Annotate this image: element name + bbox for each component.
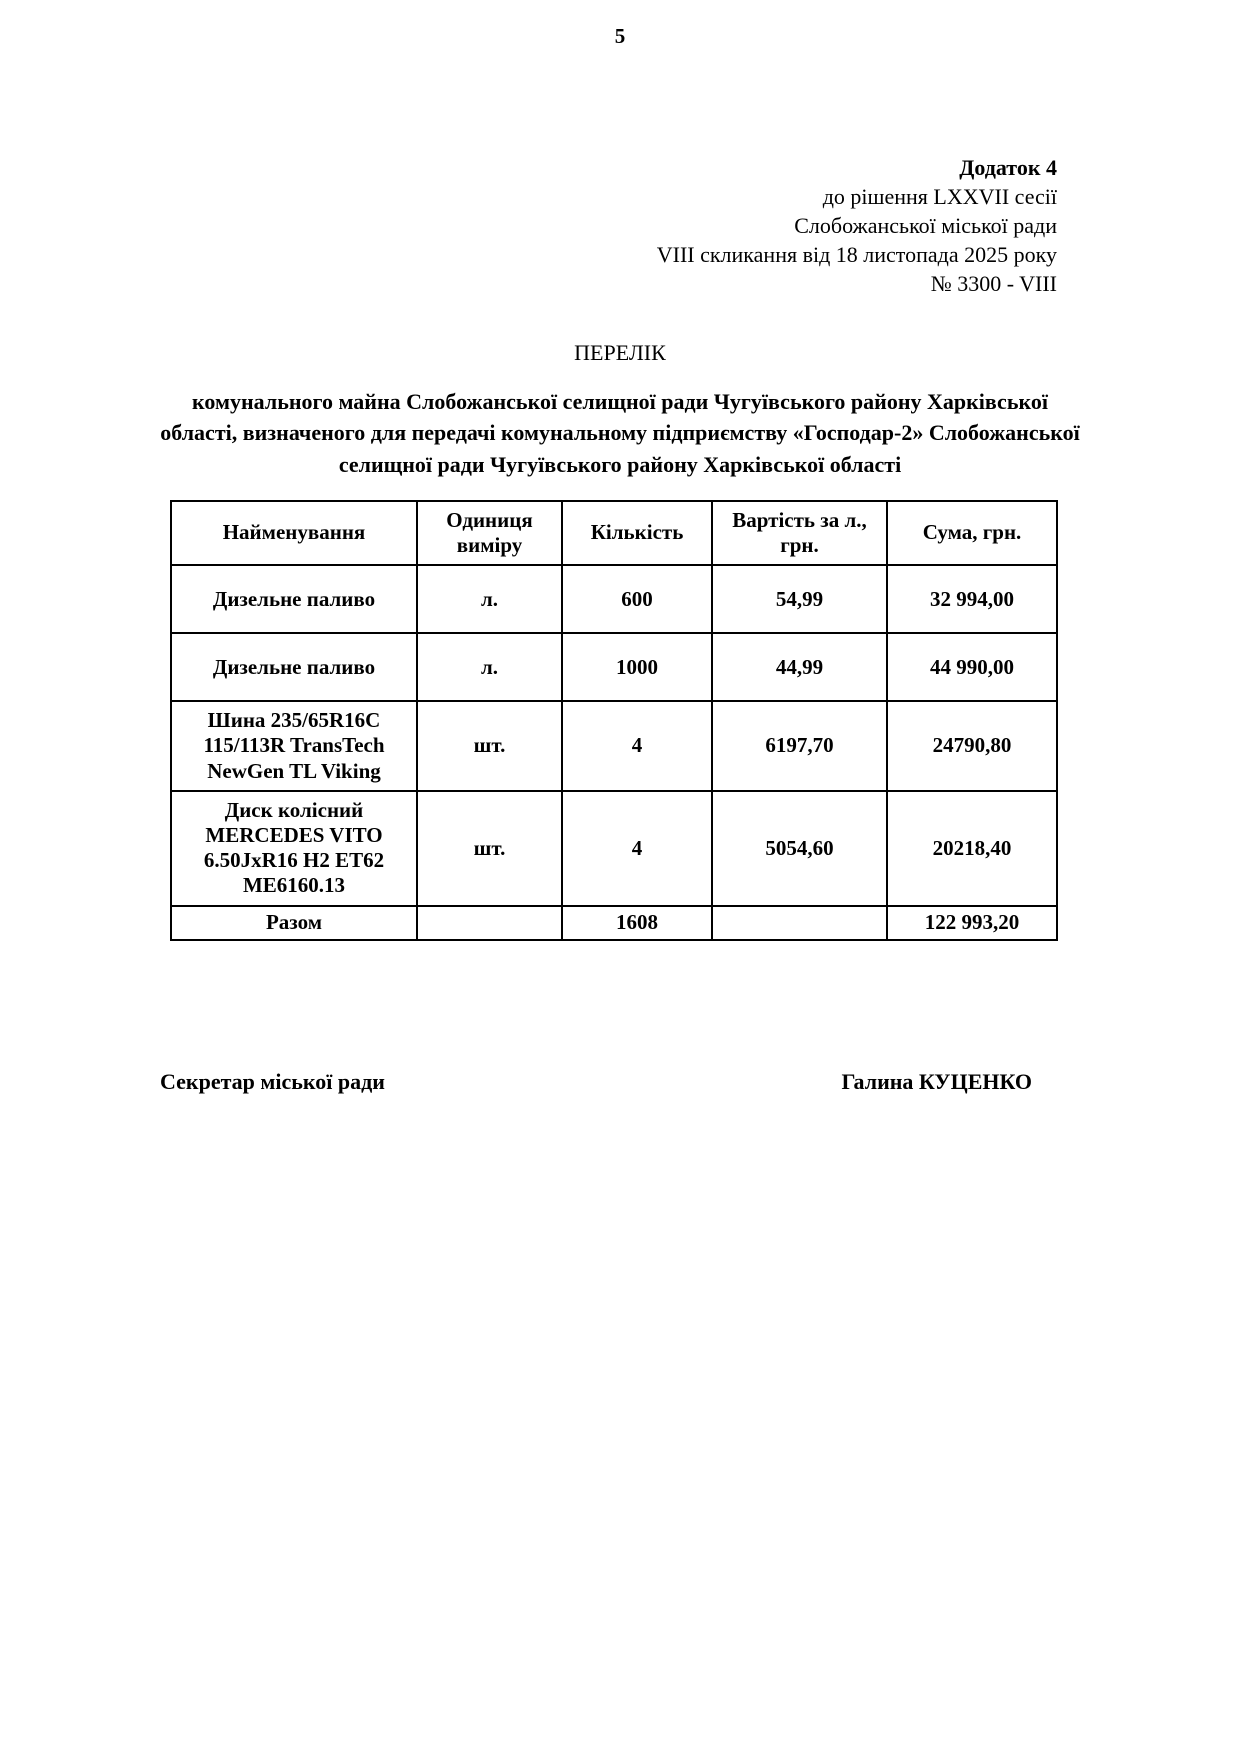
cell-unit: л.	[417, 633, 562, 701]
total-unit-empty	[417, 906, 562, 940]
cell-quantity: 600	[562, 565, 712, 633]
cell-unit: шт.	[417, 791, 562, 906]
cell-price: 44,99	[712, 633, 887, 701]
table-row	[171, 791, 1057, 906]
table-header-row	[171, 501, 1057, 565]
column-header-quantity: Кількість	[562, 501, 712, 565]
cell-quantity: 1000	[562, 633, 712, 701]
column-header-name: Найменування	[171, 501, 417, 565]
document-title: ПЕРЕЛІК	[574, 340, 666, 366]
column-header-sum: Сума, грн.	[887, 501, 1057, 565]
cell-quantity: 4	[562, 791, 712, 906]
cell-sum: 44 990,00	[887, 633, 1057, 701]
signature-block	[160, 1069, 1032, 1095]
cell-quantity: 4	[562, 701, 712, 791]
column-header-price: Вартість за л., грн.	[712, 501, 887, 565]
decision-reference: до рішення LXXVII сесії	[822, 184, 1057, 210]
cell-name: Дизельне паливо	[171, 565, 417, 633]
total-sum: 122 993,20	[887, 906, 1057, 940]
signatory-name: Галина КУЦЕНКО	[841, 1068, 1032, 1094]
table-total-row	[171, 906, 1057, 940]
cell-price: 54,99	[712, 565, 887, 633]
cell-name: Диск колісний MERCEDES VITO 6.50JxR16 H2 ET62 ME6160.13	[171, 791, 417, 906]
appendix-number: Додаток 4	[959, 155, 1057, 180]
table-row	[171, 633, 1057, 701]
total-quantity: 1608	[562, 906, 712, 940]
cell-name: Шина 235/65R16C 115/113R TransTech NewGen TL Viking	[171, 701, 417, 791]
cell-price: 6197,70	[712, 701, 887, 791]
appendix-header	[0, 153, 1240, 298]
page-number: 5	[614, 24, 626, 48]
property-table	[170, 500, 1058, 941]
cell-unit: шт.	[417, 701, 562, 791]
total-price-empty	[712, 906, 887, 940]
document-subtitle: комунального майна Слобожанської селищної ради Чугуївського району Харківської області, визначеного для передачі комунальному підприємству «Господар-2» Слобожанської селищної ради Чугуївського району Харківської області	[160, 389, 1080, 477]
column-header-unit: Одиниця виміру	[417, 501, 562, 565]
table-row	[171, 701, 1057, 791]
cell-sum: 20218,40	[887, 791, 1057, 906]
council-name: Слобожанської міської ради	[794, 213, 1057, 239]
signatory-position: Секретар міської ради	[160, 1068, 385, 1094]
cell-name: Дизельне паливо	[171, 633, 417, 701]
cell-unit: л.	[417, 565, 562, 633]
total-label: Разом	[171, 906, 417, 940]
session-date: VIII скликання від 18 листопада 2025 року	[656, 242, 1057, 268]
cell-sum: 24790,80	[887, 701, 1057, 791]
table-row	[171, 565, 1057, 633]
cell-sum: 32 994,00	[887, 565, 1057, 633]
cell-price: 5054,60	[712, 791, 887, 906]
decision-number: № 3300 - VIII	[930, 271, 1057, 297]
